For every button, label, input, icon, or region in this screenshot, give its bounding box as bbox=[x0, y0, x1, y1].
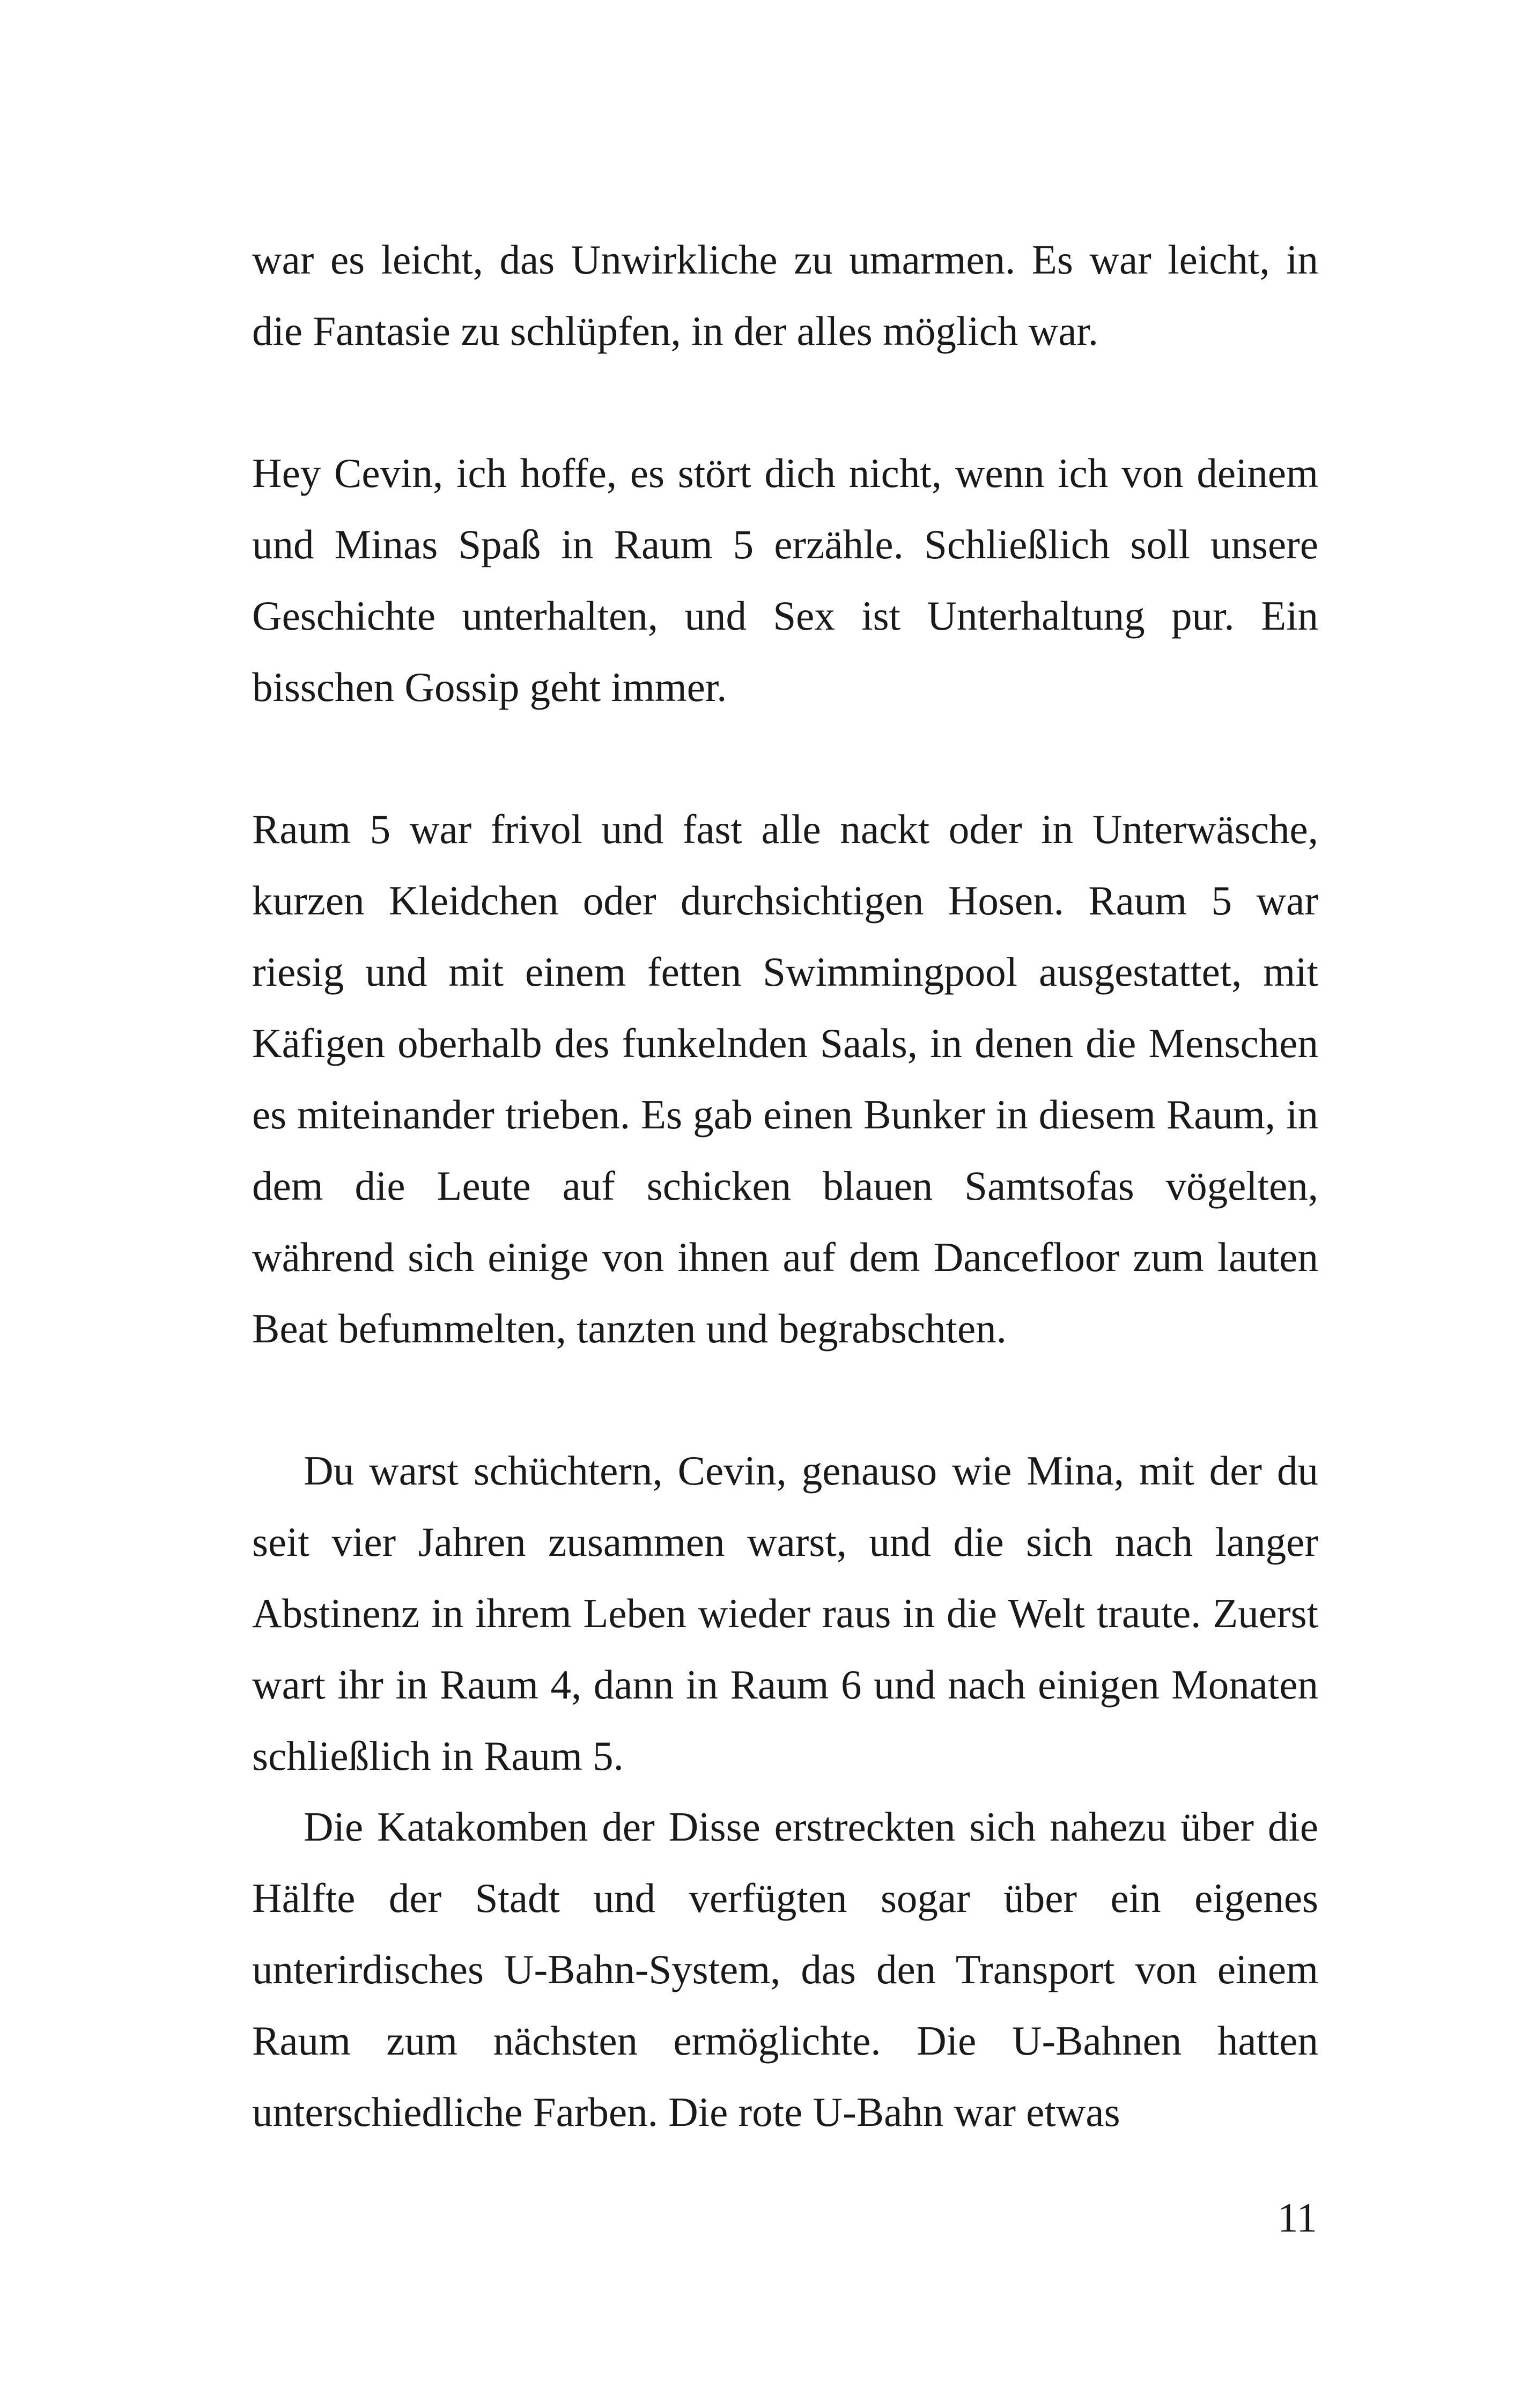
paragraph-2: Hey Cevin, ich hoffe, es stört dich nicht, wenn ich von deinem und Minas Spaß in Raum 5 erzähle. Schließlich soll unsere Geschichte unterhalten, und Sex ist Unterhaltung pur. Ein bisschen Gossip geht immer. bbox=[252, 450, 1318, 710]
paragraph-4: Du warst schüchtern, Cevin, genauso wie Mina, mit der du seit vier Jahren zusammen warst, und die sich nach langer Abstinenz in ihrem Leben wieder raus in die Welt traute. Zuerst wart ihr in Raum 4, dann in Raum 6 und nach einigen Monaten schließlich in Raum 5. bbox=[252, 1447, 1318, 1779]
paragraph-1: war es leicht, das Unwirkliche zu umarmen. Es war leicht, in die Fantasie zu schlüpfen, in der alles möglich war. bbox=[252, 237, 1318, 354]
paragraph-3: Raum 5 war frivol und fast alle nackt oder in Unterwäsche, kurzen Kleidchen oder durchsichtigen Hosen. Raum 5 war riesig und mit einem fetten Swimmingpool ausgestattet, mit Käfigen oberhalb des funkelnden Saals, in denen die Menschen es miteinander trieben. Es gab einen Bunker in diesem Raum, in dem die Leute auf schicken blauen Samtsofas vögelten, während sich einige von ihnen auf dem Dancefloor zum lauten Beat befummelten, tanzten und begrabschten. bbox=[252, 806, 1318, 1351]
paragraph-5: Die Katakomben der Disse erstreckten sich nahezu über die Hälfte der Stadt und verfügten sogar über ein eigenes unterirdisches U-Bahn-System, das den Transport von einem Raum zum nächsten ermöglichte. Die U-Bahnen hatten unterschiedliche Farben. Die rote U-Bahn war etwas bbox=[252, 1804, 1318, 2135]
page-number: 11 bbox=[1277, 2195, 1317, 2241]
